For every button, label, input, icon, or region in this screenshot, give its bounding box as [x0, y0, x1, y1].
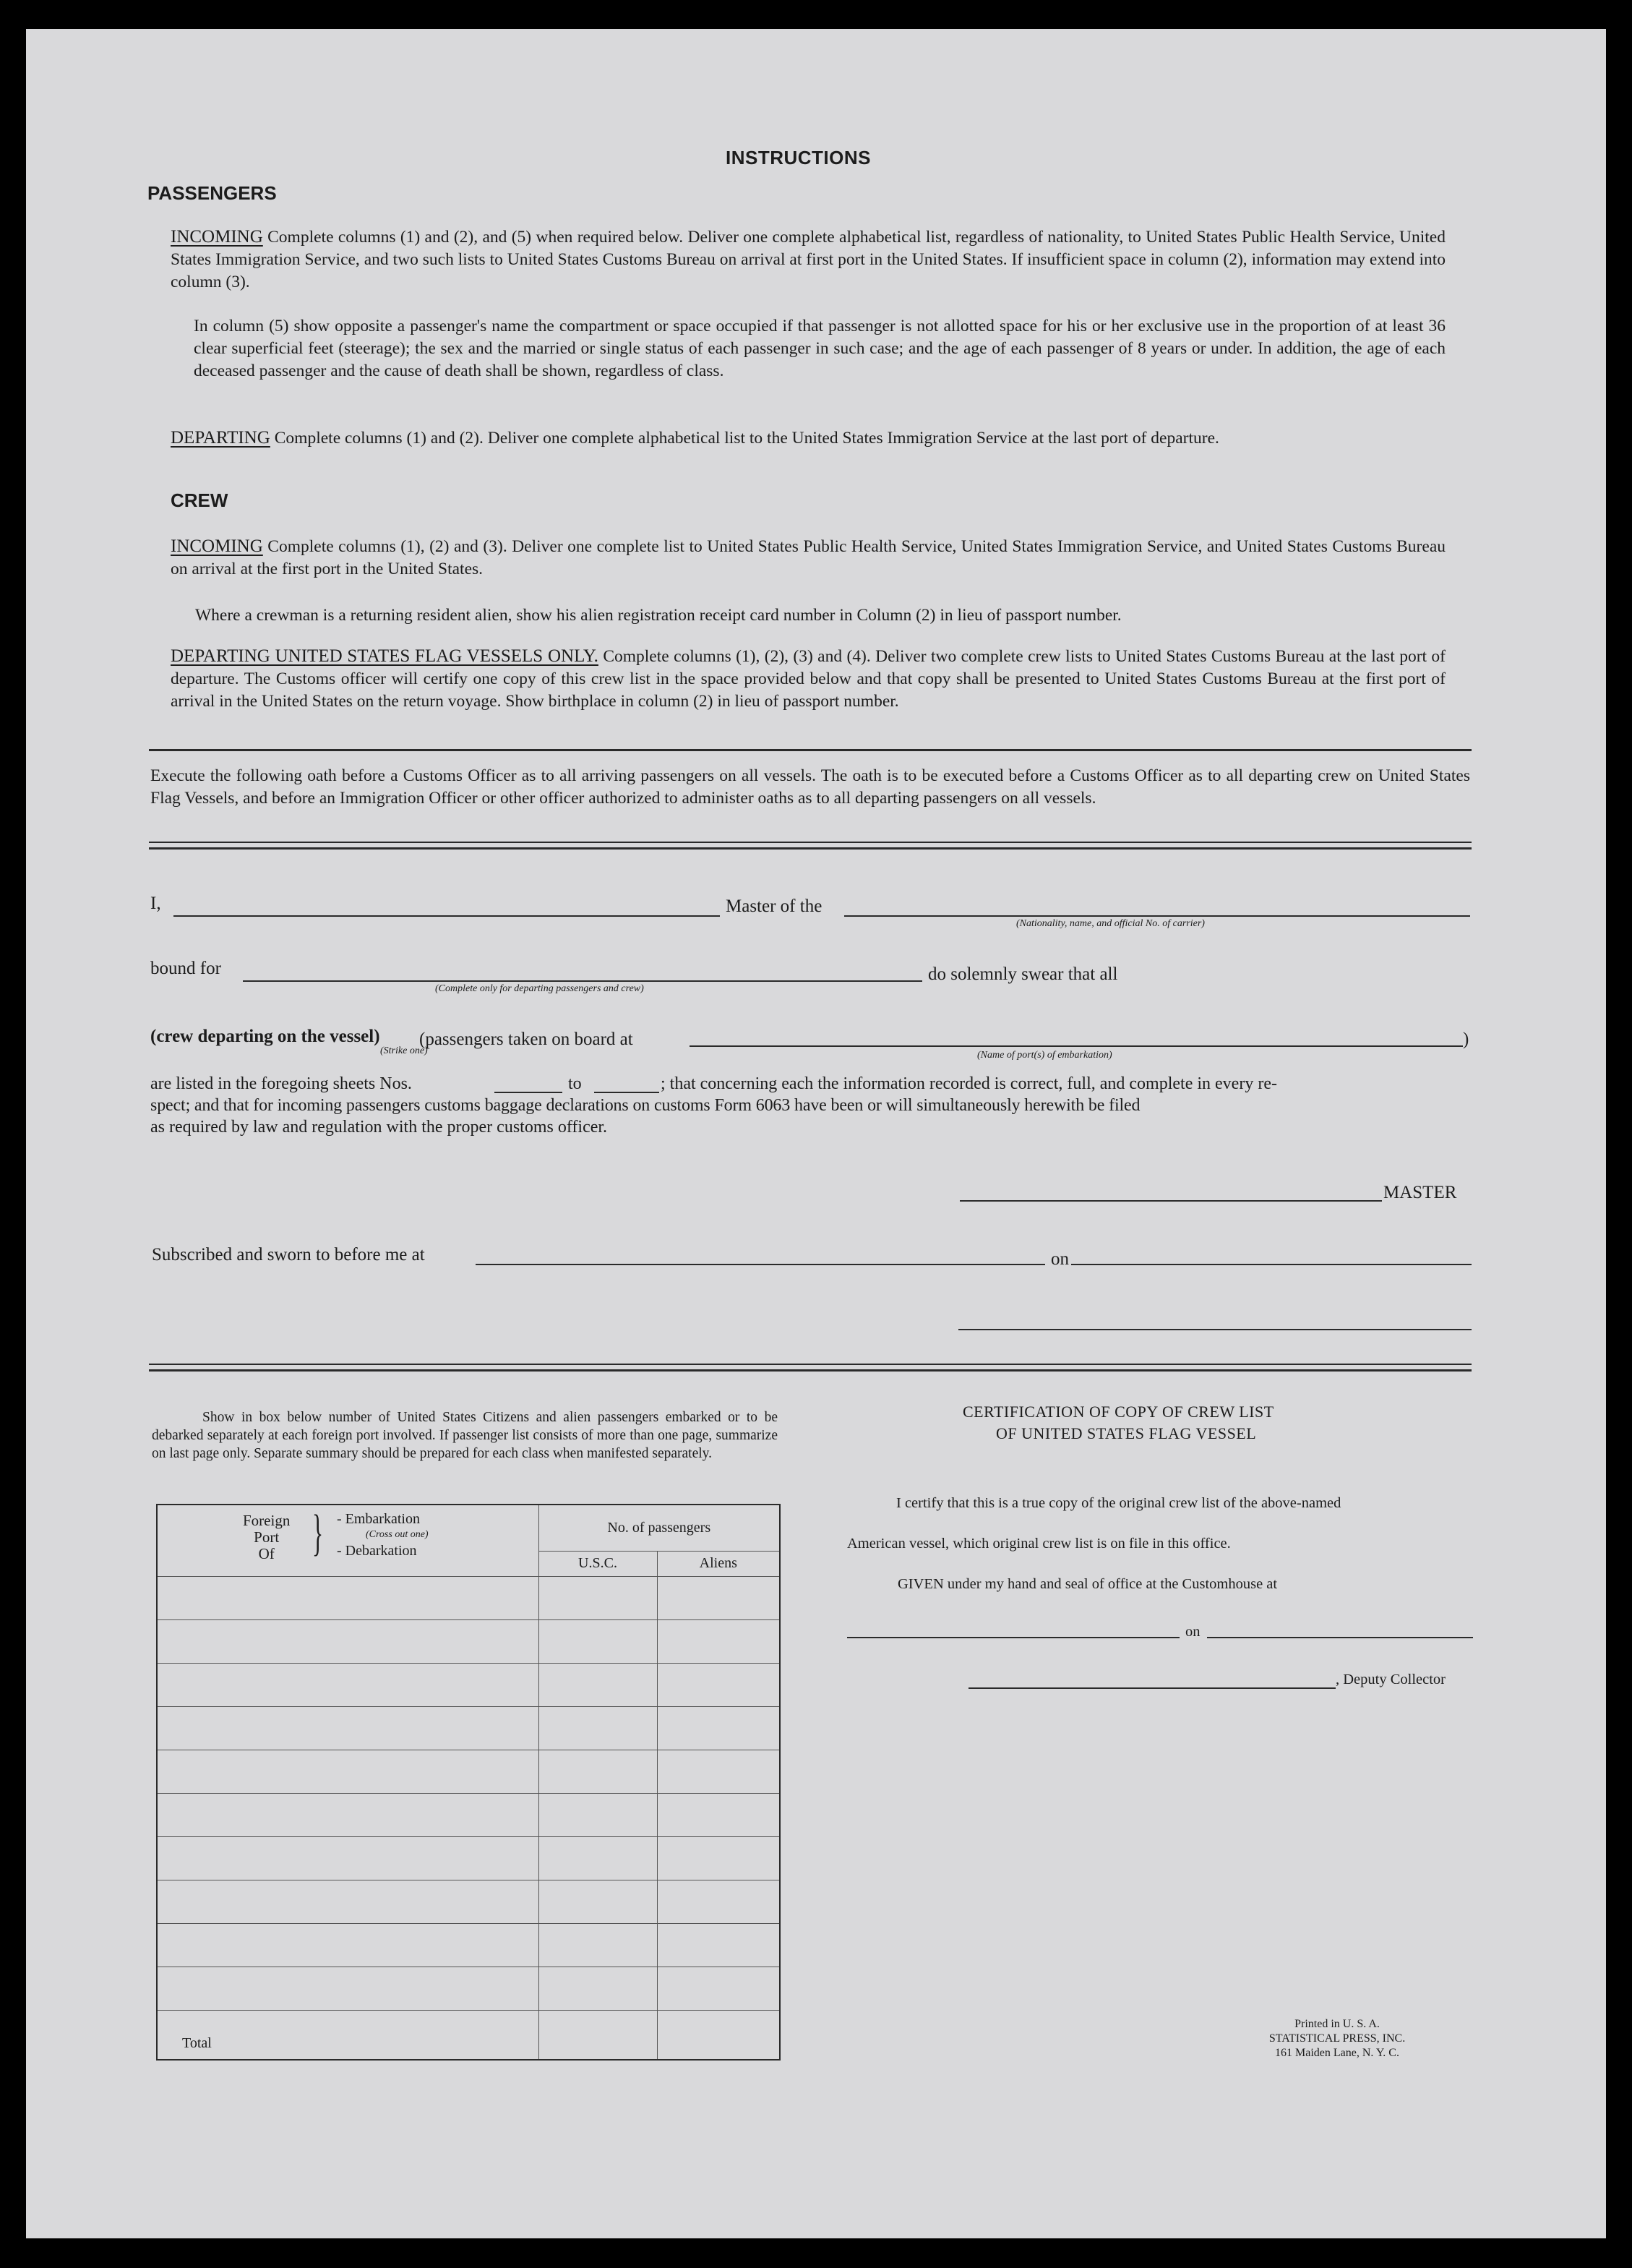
cert-line3: GIVEN under my hand and seal of office at the Customhouse at	[898, 1576, 1278, 1592]
bound-for-field[interactable]	[243, 980, 922, 982]
sheets-suffix: ; that concerning each the information recorded is correct, full, and complete in every re-	[661, 1074, 1277, 1093]
aliens-cell[interactable]	[657, 1750, 780, 1793]
port-cell[interactable]	[157, 1880, 538, 1924]
master-of-label: Master of the	[726, 896, 823, 916]
close-paren: )	[1463, 1030, 1469, 1049]
aliens-cell[interactable]	[657, 1619, 780, 1663]
embarkation-option[interactable]: - Embarkation	[337, 1511, 420, 1527]
printer-line2: STATISTICAL PRESS, INC.	[1268, 2032, 1406, 2045]
divider-rule	[149, 1364, 1472, 1365]
master-label: MASTER	[1383, 1183, 1457, 1202]
subscribed-label: Subscribed and sworn to before me at	[152, 1245, 425, 1264]
passenger-summary-table	[156, 1504, 781, 2061]
sworn-on-label: on	[1051, 1249, 1069, 1269]
aliens-cell[interactable]	[657, 1880, 780, 1924]
passengers-departing-paragraph	[171, 427, 1446, 450]
aliens-cell[interactable]	[657, 1967, 780, 2011]
port-cell[interactable]	[157, 1794, 538, 1837]
port-cell[interactable]	[157, 1576, 538, 1619]
oath-line2: spect; and that for incoming passengers customs baggage declarations on customs Form 6063 have been or will simultaneously herewith be filed	[150, 1096, 1141, 1115]
sheet-to-field[interactable]	[594, 1092, 659, 1093]
divider-rule	[149, 749, 1472, 751]
usc-cell[interactable]	[538, 1663, 657, 1706]
oath-line3: as required by law and regulation with the proper customs officer.	[150, 1118, 608, 1137]
crew-resident-paragraph: Where a crewman is a returning resident alien, show his alien registration receipt card number in Column (2) in lieu of passport number.	[195, 606, 1122, 625]
bound-for-label: bound for	[150, 959, 221, 978]
usc-cell[interactable]	[538, 1706, 657, 1750]
usc-cell[interactable]	[538, 1924, 657, 1967]
usc-cell[interactable]	[538, 1880, 657, 1924]
aliens-cell[interactable]	[657, 1576, 780, 1619]
usc-cell[interactable]	[538, 1837, 657, 1880]
aliens-cell[interactable]	[657, 1663, 780, 1706]
cert-line2: American vessel, which original crew list is on file in this office.	[847, 1536, 1231, 1552]
usc-total-cell[interactable]	[538, 2011, 657, 2060]
crew-incoming-paragraph	[171, 535, 1446, 581]
crew-departing-text: Complete columns (1), (2), (3) and (4). Deliver two complete crew lists to United States Customs Bureau at the last port of departure. The Customs officer will certify one copy of this crew list in the space provided below and that copy shall be presented to United States Customs Bureau at the first port of arrival in the United States on the return voyage. Show birthplace in column (2) in lieu of passport number.	[171, 647, 1446, 711]
customhouse-field[interactable]	[847, 1637, 1180, 1638]
debarkation-option[interactable]: - Debarkation	[337, 1543, 417, 1559]
port-cell[interactable]	[157, 1924, 538, 1967]
master-signature-field[interactable]	[960, 1200, 1382, 1202]
crew-incoming-label: INCOMING	[171, 536, 263, 556]
aliens-header: Aliens	[657, 1551, 780, 1576]
passengers-heading: PASSENGERS	[147, 182, 277, 204]
bound-for-caption: (Complete only for departing passengers and crew)	[435, 983, 644, 994]
embarkation-port-field[interactable]	[690, 1045, 1463, 1047]
port-cell[interactable]	[157, 1706, 538, 1750]
box-instruction: Show in box below number of United States Citizens and alien passengers embarked or to be debarked separately at each foreign port involved. If passenger list consists of more than one page, summarize on last page only. Separate summary should be prepared for each class when manifested separately.	[152, 1410, 778, 1461]
port-cell[interactable]	[157, 1663, 538, 1706]
cert-line1: I certify that this is a true copy of the original crew list of the above-named	[896, 1495, 1341, 1511]
aliens-cell[interactable]	[657, 1837, 780, 1880]
passengers-taken-option[interactable]: (passengers taken on board at	[419, 1030, 633, 1049]
printer-imprint	[1229, 2017, 1446, 2061]
port-label: Port	[254, 1528, 280, 1546]
crew-departing-option[interactable]: (crew departing on the vessel)	[150, 1027, 380, 1046]
usc-cell[interactable]	[538, 1576, 657, 1619]
crew-heading: CREW	[171, 489, 228, 511]
sheets-prefix: are listed in the foregoing sheets Nos.	[150, 1074, 412, 1093]
swear-text: do solemnly swear that all	[928, 964, 1118, 984]
deputy-signature-field[interactable]	[969, 1687, 1336, 1689]
of-label: Of	[258, 1545, 275, 1562]
divider-rule	[149, 847, 1472, 850]
carrier-caption: (Nationality, name, and official No. of carrier)	[1016, 918, 1205, 929]
aliens-cell[interactable]	[657, 1924, 780, 1967]
deputy-label: , Deputy Collector	[1336, 1672, 1446, 1687]
master-name-field[interactable]	[173, 915, 720, 917]
divider-rule	[149, 1369, 1472, 1372]
crew-departing-label: DEPARTING UNITED STATES FLAG VESSELS ONLY.	[171, 646, 598, 666]
printer-line1: Printed in U. S. A.	[1294, 2018, 1380, 2030]
carrier-field[interactable]	[844, 915, 1470, 917]
no-passengers-header: No. of passengers	[538, 1505, 780, 1551]
total-label: Total	[157, 2011, 538, 2060]
passengers-incoming-text: Complete columns (1) and (2), and (5) when required below. Deliver one complete alphabetical list, regardless of nationality, to United States Public Health Service, United States Immigration Service, and two such lists to United States Customs Bureau on arrival at first port in the United States. If insufficient space in column (2), information may extend into column (3).	[171, 228, 1446, 291]
passengers-incoming-label: INCOMING	[171, 227, 263, 247]
aliens-total-cell[interactable]	[657, 2011, 780, 2060]
sworn-location-field[interactable]	[476, 1264, 1045, 1265]
foreign-label: Foreign	[243, 1512, 291, 1529]
aliens-cell[interactable]	[657, 1706, 780, 1750]
port-cell[interactable]	[157, 1619, 538, 1663]
port-cell[interactable]	[157, 1837, 538, 1880]
usc-header: U.S.C.	[538, 1551, 657, 1576]
oath-i-label: I,	[150, 894, 161, 913]
crew-incoming-text: Complete columns (1), (2) and (3). Deliver one complete list to United States Public Health Service, United States Immigration Service, and United States Customs Bureau on arrival at the first port in the United States.	[171, 537, 1446, 578]
sheets-to: to	[568, 1074, 582, 1093]
cert-date-field[interactable]	[1207, 1637, 1473, 1638]
usc-cell[interactable]	[538, 1794, 657, 1837]
usc-cell[interactable]	[538, 1619, 657, 1663]
passengers-incoming-paragraph	[171, 226, 1446, 294]
port-caption: (Name of port(s) of embarkation)	[977, 1050, 1112, 1061]
cross-out-caption: (Cross out one)	[366, 1529, 429, 1540]
crew-departing-paragraph	[171, 645, 1446, 713]
oath-instruction: Execute the following oath before a Customs Officer as to all arriving passengers on all vessels. The oath is to be executed before a Customs Officer as to all departing crew on United States Flag Vessels, and before an Immigration Officer or other officer authorized to administer oaths as to all departing passengers on all vessels.	[150, 766, 1470, 808]
port-cell[interactable]	[157, 1967, 538, 2011]
port-cell[interactable]	[157, 1750, 538, 1793]
strike-caption: (Strike one)	[380, 1045, 428, 1056]
aliens-cell[interactable]	[657, 1794, 780, 1837]
divider-rule	[149, 842, 1472, 843]
usc-cell[interactable]	[538, 1750, 657, 1793]
passengers-departing-text: Complete columns (1) and (2). Deliver one complete alphabetical list to the United States Immigration Service at the last port of departure.	[274, 429, 1219, 448]
foreign-port-header	[157, 1505, 538, 1576]
usc-cell[interactable]	[538, 1967, 657, 2011]
cert-title-line2: OF UNITED STATES FLAG VESSEL	[996, 1424, 1257, 1442]
cert-on-label: on	[1185, 1624, 1201, 1640]
officer-signature-field[interactable]	[958, 1329, 1472, 1330]
sworn-date-field[interactable]	[1071, 1264, 1472, 1265]
brace-glyph: }	[312, 1505, 324, 1561]
passengers-column5-paragraph: In column (5) show opposite a passenger's name the compartment or space occupied if that passenger is not allotted space for his or her exclusive use in the proportion of at least 36 clear superficial feet (steerage); the sex and the married or single status of each passenger in such case; and the age of each passenger of 8 years or under. In addition, the age of each deceased passenger and the cause of death shall be shown, regardless of class.	[194, 317, 1446, 380]
printer-line3: 161 Maiden Lane, N. Y. C.	[1275, 2047, 1399, 2059]
cert-title-line1: CERTIFICATION OF COPY OF CREW LIST	[963, 1403, 1274, 1421]
sheet-from-field[interactable]	[494, 1092, 562, 1093]
passengers-departing-label: DEPARTING	[171, 428, 270, 448]
page-title: INSTRUCTIONS	[726, 147, 871, 168]
